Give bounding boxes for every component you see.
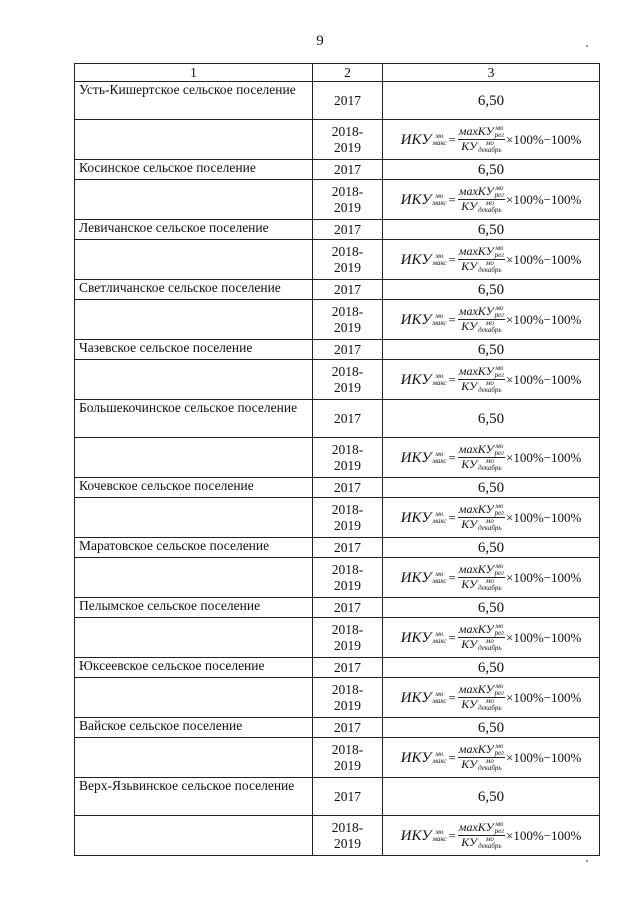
empty-cell <box>75 678 313 718</box>
year-range-cell: 2018- 2019 <box>313 678 383 718</box>
empty-cell <box>75 300 313 340</box>
table-row <box>75 738 600 778</box>
value-cell: 6,50 <box>383 400 600 438</box>
table-row <box>75 478 600 498</box>
page-number: 9 <box>316 33 324 49</box>
year-range-cell: 2018- 2019 <box>313 738 383 778</box>
settlement-name: Маратовское сельское поселение <box>75 538 313 558</box>
formula-cell <box>383 180 600 220</box>
year-cell: 2017 <box>313 400 383 438</box>
empty-cell <box>75 738 313 778</box>
year-cell: 2017 <box>313 658 383 678</box>
formula: ИКУ мо макс = махКУ мо рег КУ мо декабрь ×100%−100% <box>400 561 582 593</box>
empty-cell <box>75 360 313 400</box>
formula-cell <box>383 816 600 856</box>
table-row <box>75 160 600 180</box>
year-range-cell: 2018- 2019 <box>313 300 383 340</box>
year-range-cell: 2018- 2019 <box>313 438 383 478</box>
formula-cell <box>383 678 600 718</box>
formula: ИКУ мо макс = махКУ мо рег КУ мо декабрь ×100%−100% <box>400 621 582 653</box>
formula-cell <box>383 120 600 160</box>
settlement-name: Усть-Кишертское сельское поселение <box>75 82 313 120</box>
formula: ИКУ мо макс = махКУ мо рег КУ мо декабрь ×100%−100% <box>400 819 582 851</box>
table-row <box>75 400 600 438</box>
table-row <box>75 360 600 400</box>
formula: ИКУ мо макс = махКУ мо рег КУ мо декабрь ×100%−100% <box>400 741 582 773</box>
year-cell: 2017 <box>313 718 383 738</box>
year-range-cell: 2018- 2019 <box>313 816 383 856</box>
formula: ИКУ мо макс = махКУ мо рег КУ мо декабрь ×100%−100% <box>400 501 582 533</box>
empty-cell <box>75 120 313 160</box>
empty-cell <box>75 438 313 478</box>
table-row <box>75 280 600 300</box>
header-col-2: 2 <box>313 64 383 82</box>
year-range-cell: 2018- 2019 <box>313 498 383 538</box>
formula: ИКУ мо макс = махКУ мо рег КУ мо декабрь ×100%−100% <box>400 123 582 155</box>
formula-cell <box>383 498 600 538</box>
table-row <box>75 618 600 658</box>
header-row <box>75 64 600 82</box>
settlement-name: Большекочинское сельское поселение <box>75 400 313 438</box>
value-cell: 6,50 <box>383 778 600 816</box>
value-cell: 6,50 <box>383 220 600 240</box>
value-cell: 6,50 <box>383 718 600 738</box>
year-range-cell: 2018- 2019 <box>313 360 383 400</box>
settlement-name: Левичанское сельское поселение <box>75 220 313 240</box>
formula: ИКУ мо макс = махКУ мо рег КУ мо декабрь ×100%−100% <box>400 303 582 335</box>
year-cell: 2017 <box>313 280 383 300</box>
settlement-name: Косинское сельское поселение <box>75 160 313 180</box>
scan-mark <box>586 860 588 862</box>
settlement-name: Кочевское сельское поселение <box>75 478 313 498</box>
empty-cell <box>75 558 313 598</box>
value-cell: 6,50 <box>383 160 600 180</box>
formula: ИКУ мо макс = махКУ мо рег КУ мо декабрь ×100%−100% <box>400 363 582 395</box>
value-cell: 6,50 <box>383 340 600 360</box>
year-cell: 2017 <box>313 220 383 240</box>
formula: ИКУ мо макс = махКУ мо рег КУ мо декабрь ×100%−100% <box>400 243 582 275</box>
empty-cell <box>75 240 313 280</box>
year-cell: 2017 <box>313 340 383 360</box>
year-cell: 2017 <box>313 778 383 816</box>
table-row <box>75 658 600 678</box>
formula-cell <box>383 558 600 598</box>
settlement-name: Верх-Язьвинское сельское поселение <box>75 778 313 816</box>
header-col-3: 3 <box>383 64 600 82</box>
table-row <box>75 180 600 220</box>
year-cell: 2017 <box>313 538 383 558</box>
formula: ИКУ мо макс = махКУ мо рег КУ мо декабрь ×100%−100% <box>400 681 582 713</box>
settlement-name: Пелымское сельское поселение <box>75 598 313 618</box>
table-row <box>75 678 600 718</box>
formula: ИКУ мо макс = махКУ мо рег КУ мо декабрь ×100%−100% <box>400 441 582 473</box>
table-row <box>75 220 600 240</box>
year-range-cell: 2018- 2019 <box>313 558 383 598</box>
value-cell: 6,50 <box>383 280 600 300</box>
header-col-1: 1 <box>75 64 313 82</box>
formula-cell <box>383 240 600 280</box>
table-row <box>75 120 600 160</box>
value-cell: 6,50 <box>383 658 600 678</box>
empty-cell <box>75 180 313 220</box>
settlement-name: Юксеевское сельское поселение <box>75 658 313 678</box>
scan-mark <box>586 45 588 47</box>
formula-cell <box>383 300 600 340</box>
table-row <box>75 558 600 598</box>
year-cell: 2017 <box>313 82 383 120</box>
year-range-cell: 2018- 2019 <box>313 240 383 280</box>
empty-cell <box>75 816 313 856</box>
year-cell: 2017 <box>313 160 383 180</box>
year-range-cell: 2018- 2019 <box>313 120 383 160</box>
table-row <box>75 778 600 816</box>
formula: ИКУ мо макс = махКУ мо рег КУ мо декабрь ×100%−100% <box>400 183 582 215</box>
settlement-name: Светличанское сельское поселение <box>75 280 313 300</box>
year-cell: 2017 <box>313 598 383 618</box>
tariff-table <box>74 63 600 856</box>
table-row <box>75 498 600 538</box>
value-cell: 6,50 <box>383 598 600 618</box>
settlement-name: Вайское сельское поселение <box>75 718 313 738</box>
value-cell: 6,50 <box>383 538 600 558</box>
table-row <box>75 438 600 478</box>
year-range-cell: 2018- 2019 <box>313 180 383 220</box>
table-row <box>75 82 600 120</box>
formula-cell <box>383 438 600 478</box>
year-range-cell: 2018- 2019 <box>313 618 383 658</box>
table-row <box>75 538 600 558</box>
formula-cell <box>383 360 600 400</box>
table-row <box>75 718 600 738</box>
empty-cell <box>75 618 313 658</box>
formula-cell <box>383 738 600 778</box>
value-cell: 6,50 <box>383 478 600 498</box>
empty-cell <box>75 498 313 538</box>
table-row <box>75 340 600 360</box>
table-row <box>75 300 600 340</box>
table-row <box>75 816 600 856</box>
table-row <box>75 598 600 618</box>
table-row <box>75 240 600 280</box>
year-cell: 2017 <box>313 478 383 498</box>
settlement-name: Чазевское сельское поселение <box>75 340 313 360</box>
value-cell: 6,50 <box>383 82 600 120</box>
formula-cell <box>383 618 600 658</box>
